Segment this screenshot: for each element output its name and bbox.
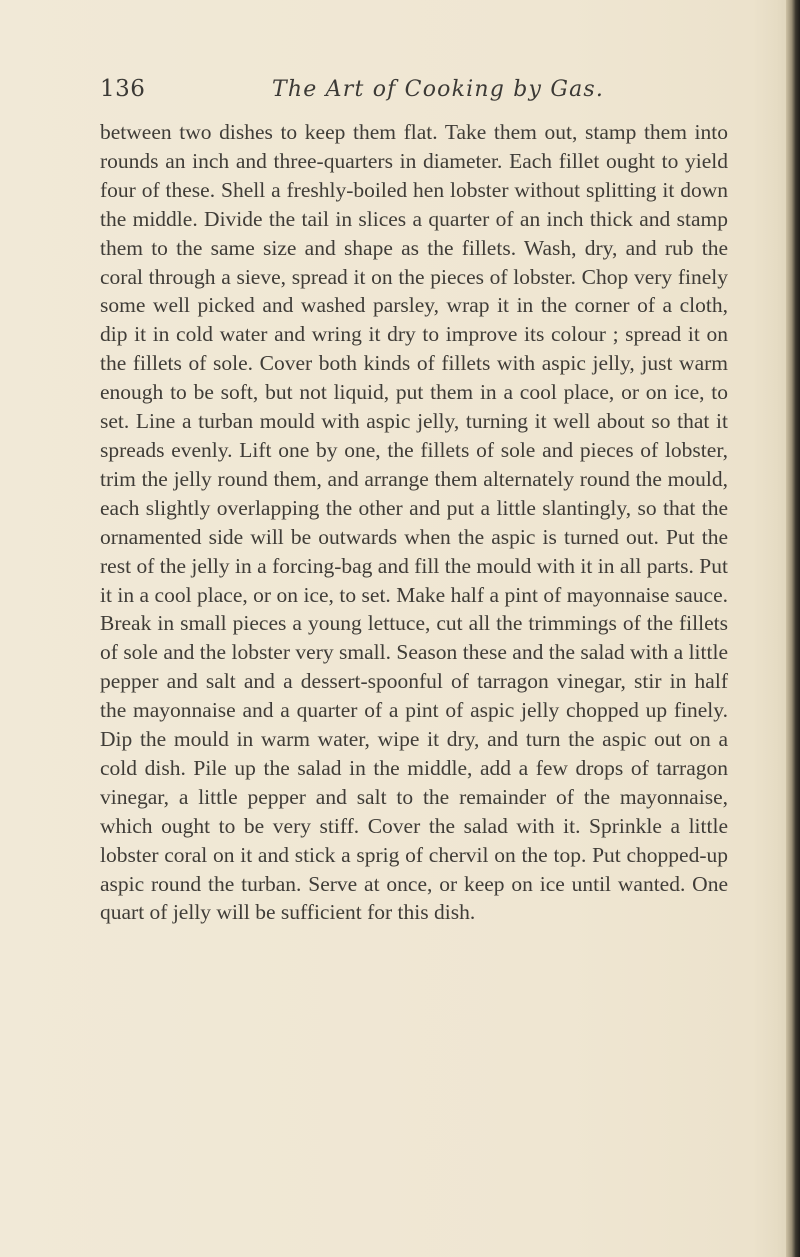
page-number: 136 — [100, 76, 146, 102]
running-title: The Art of Cooking by Gas. — [272, 77, 605, 102]
page-header — [100, 76, 700, 110]
book-spine-edge — [786, 0, 800, 1257]
body-paragraph: between two dishes to keep them flat. Take them out, stamp them into rounds an inch and three-quarters in diameter. Each fillet ought to yield four of these. Shell a freshly-boiled hen lobster without splitting it down the middle. Divide the tail in slices a quarter of an inch thick and stamp them to the same size and shape as the fillets. Wash, dry, and rub the coral through a sieve, spread it on the pieces of lobster. Chop very finely some well picked and washed parsley, wrap it in the corner of a cloth, dip it in cold water and wring it dry to improve its colour ; spread it on the fillets of sole. Cover both kinds of fillets with aspic jelly, just warm enough to be soft, but not liquid, put them in a cool place, or on ice, to set. Line a turban mould with aspic jelly, turning it well about so that it spreads evenly. Lift one by one, the fillets of sole and pieces of lobster, trim the jelly round them, and arrange them alternately round the mould, each slightly overlapping the other and put a little slantingly, so that the ornamented side will be outwards when the aspic is turned out. Put the rest of the jelly in a forcing-bag and fill the mould with it in all parts. Put it in a cool place, or on ice, to set. Make half a pint of mayonnaise sauce. Break in small pieces a young lettuce, cut all the trimmings of the fillets of sole and the lobster very small. Season these and the salad with a little pepper and salt and a dessert-spoonful of tarragon vinegar, stir in half the mayonnaise and a quarter of a pint of aspic jelly chopped up finely. Dip the mould in warm water, wipe it dry, and turn the aspic out on a cold dish. Pile up the salad in the middle, add a few drops of tarragon vinegar, a little pepper and salt to the remainder of the mayonnaise, which ought to be very stiff. Cover the salad with it. Sprinkle a little lobster coral on it and stick a sprig of chervil on the top. Put chopped-up aspic round the turban. Serve at once, or keep on ice until wanted. One quart of jelly will be sufficient for this dish. — [100, 120, 728, 925]
